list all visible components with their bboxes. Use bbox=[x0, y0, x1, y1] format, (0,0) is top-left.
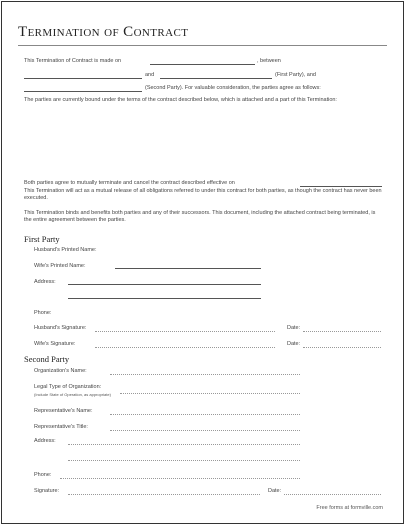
wife-signature-label: Wife's Signature: bbox=[34, 341, 76, 347]
second-party-address-label: Address: bbox=[34, 438, 56, 444]
legal-type-label: Legal Type of Organization: bbox=[34, 384, 102, 390]
intro-line-2-and: and bbox=[145, 72, 155, 78]
second-party-phone-label: Phone: bbox=[34, 472, 52, 478]
wife-printed-name-field[interactable] bbox=[115, 268, 261, 269]
agreement-line-2: This Termination will act as a mutual release of all obligations referred to under this contract for both parties, as though the contract has never been executed. bbox=[24, 188, 382, 201]
second-party-heading: Second Party bbox=[24, 354, 70, 364]
husband-printed-name-label: Husband's Printed Name: bbox=[34, 247, 97, 253]
effective-date-blank[interactable] bbox=[300, 186, 382, 187]
second-party-signature-field[interactable] bbox=[68, 494, 260, 495]
first-party-address-field-2[interactable] bbox=[68, 298, 261, 299]
intro-line-1-start: This Termination of Contract is made on bbox=[24, 58, 122, 64]
contract-date-blank[interactable] bbox=[150, 64, 255, 65]
second-party-date-field[interactable] bbox=[284, 494, 381, 495]
representative-name-field[interactable] bbox=[110, 414, 300, 415]
wife-date-field[interactable] bbox=[303, 347, 381, 348]
first-party-heading: First Party bbox=[24, 234, 60, 244]
intro-paragraph: The parties are currently bound under the terms of the contract described below, which is attached and a part of this Termination: bbox=[24, 97, 337, 103]
agreement-line-3: This Termination binds and benefits both parties and any of their successors. This document, including the attached contract being terminated, is the entire agreement between the parties. bbox=[24, 210, 376, 223]
wife-signature-field[interactable] bbox=[95, 347, 275, 348]
intro-line-2-first-party: (First Party), and bbox=[275, 72, 316, 78]
intro-line-3: (Second Party). For valuable consideration, the parties agree as follows: bbox=[145, 85, 321, 91]
title-divider bbox=[18, 45, 387, 46]
second-party-name-blank[interactable] bbox=[24, 91, 142, 92]
second-party-address-field-1[interactable] bbox=[68, 444, 300, 445]
husband-date-label: Date: bbox=[287, 325, 301, 331]
first-party-name-blank-2[interactable] bbox=[160, 78, 272, 79]
second-party-phone-field[interactable] bbox=[60, 478, 300, 479]
representative-title-label: Representative's Title: bbox=[34, 424, 88, 430]
first-party-phone-label: Phone: bbox=[34, 310, 52, 316]
agreement-line-1: Both parties agree to mutually terminate and cancel the contract described effective on bbox=[24, 180, 235, 186]
intro-line-1-between: , between bbox=[257, 58, 281, 64]
footer-credit: Free forms at formville.com bbox=[316, 505, 383, 511]
husband-signature-label: Husband's Signature: bbox=[34, 325, 87, 331]
wife-printed-name-label: Wife's Printed Name: bbox=[34, 263, 86, 269]
second-party-signature-label: Signature: bbox=[34, 488, 60, 494]
second-party-address-field-2[interactable] bbox=[68, 460, 300, 461]
representative-name-label: Representative's Name: bbox=[34, 408, 93, 414]
wife-date-label: Date: bbox=[287, 341, 301, 347]
first-party-address-label: Address: bbox=[34, 279, 56, 285]
first-party-address-field-1[interactable] bbox=[68, 284, 261, 285]
husband-signature-field[interactable] bbox=[95, 331, 275, 332]
organization-name-field[interactable] bbox=[110, 374, 300, 375]
representative-title-field[interactable] bbox=[110, 430, 300, 431]
organization-name-label: Organization's Name: bbox=[34, 368, 87, 374]
legal-type-hint: (Include State of Operation, as appropriate) bbox=[34, 392, 111, 397]
second-party-date-label: Date: bbox=[268, 488, 282, 494]
document-title: Termination of Contract bbox=[18, 24, 189, 40]
first-party-name-blank-1[interactable] bbox=[24, 78, 142, 79]
husband-date-field[interactable] bbox=[303, 331, 381, 332]
legal-type-field[interactable] bbox=[120, 393, 300, 394]
